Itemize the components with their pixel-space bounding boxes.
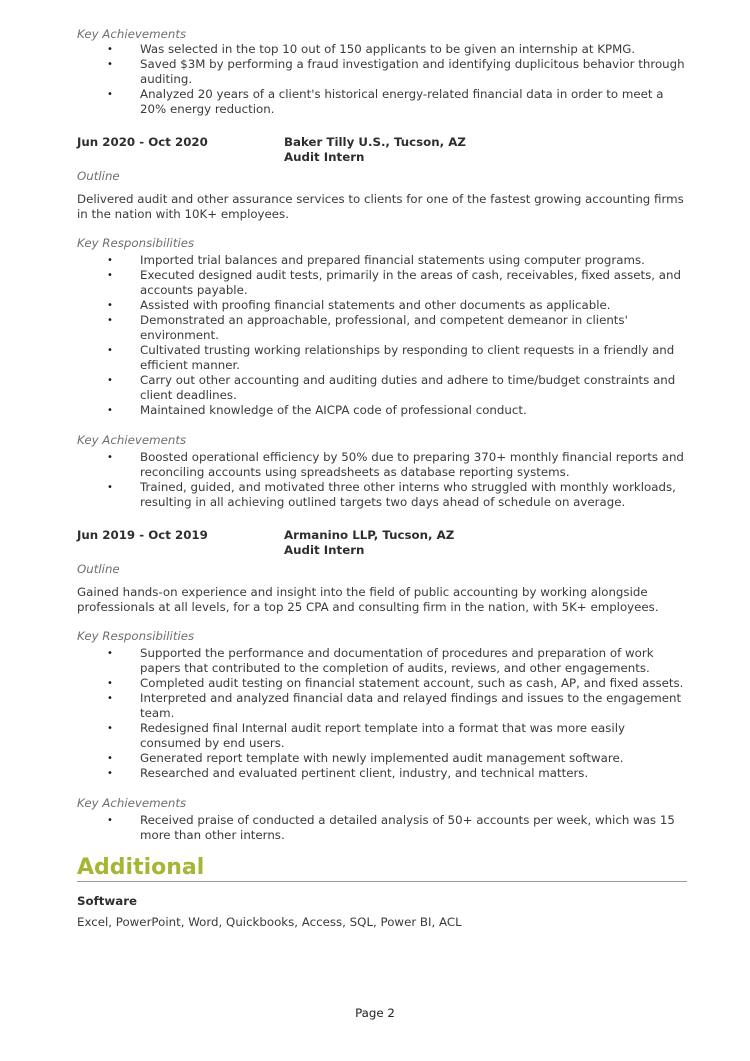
job-header-armanino bbox=[77, 528, 687, 558]
job-title: Audit Intern bbox=[284, 543, 365, 557]
responsibilities-heading: Key Responsibilities bbox=[77, 629, 195, 643]
resume-page-2 bbox=[77, 27, 687, 930]
list-item: • Analyzed 20 years of a client's historical energy-related financial data in order to meet a 20% energy reduction. bbox=[140, 87, 687, 117]
outline-heading: Outline bbox=[77, 169, 120, 183]
list-item: • Boosted operational efficiency by 50% due to preparing 370+ monthly financial reports and reconciling accounts using spreadsheets as database reporting systems. bbox=[140, 450, 687, 480]
kpmg-achievements-heading: Key Achievements bbox=[77, 27, 187, 41]
list-item: • Imported trial balances and prepared financial statements using computer programs. bbox=[140, 253, 687, 268]
outline-text: Gained hands-on experience and insight into the field of public accounting by working alongside professionals at all levels, for a top 25 CPA and consulting firm in the nation, with 5K+ employees. bbox=[77, 585, 659, 614]
list-item: • Executed designed audit tests, primarily in the areas of cash, receivables, fixed assets, and accounts payable. bbox=[140, 268, 687, 298]
armanino-responsibilities-list bbox=[77, 646, 687, 781]
job-header-baker bbox=[77, 135, 687, 165]
section-title-additional: Additional bbox=[77, 855, 205, 880]
list-item: • Maintained knowledge of the AICPA code of professional conduct. bbox=[140, 403, 687, 418]
list-item: • Received praise of conducted a detailed analysis of 50+ accounts per week, which was 15 more than other interns. bbox=[140, 813, 687, 843]
page-number: Page 2 bbox=[355, 1006, 395, 1020]
list-item: • Researched and evaluated pertinent client, industry, and technical matters. bbox=[140, 766, 687, 781]
list-item: • Supported the performance and documentation of procedures and preparation of work papers that contributed to the completion of audits, reviews, and other engagements. bbox=[140, 646, 687, 676]
armanino-achievements-list bbox=[77, 813, 687, 843]
list-item: • Was selected in the top 10 out of 150 applicants to be given an internship at KPMG. bbox=[140, 42, 687, 57]
achievements-heading: Key Achievements bbox=[77, 796, 187, 810]
list-item: • Carry out other accounting and auditing duties and adhere to time/budget constraints and client deadlines. bbox=[140, 373, 687, 403]
responsibilities-heading: Key Responsibilities bbox=[77, 236, 195, 250]
baker-responsibilities-list bbox=[77, 253, 687, 418]
list-item: • Demonstrated an approachable, professional, and competent demeanor in clients' environment. bbox=[140, 313, 687, 343]
job-title: Audit Intern bbox=[284, 150, 365, 164]
software-list: Excel, PowerPoint, Word, Quickbooks, Access, SQL, Power BI, ACL bbox=[77, 915, 462, 929]
list-item: • Cultivated trusting working relationships by responding to client requests in a friendly and efficient manner. bbox=[140, 343, 687, 373]
list-item: • Generated report template with newly implemented audit management software. bbox=[140, 751, 687, 766]
job-company: Armanino LLP, Tucson, AZ bbox=[284, 528, 455, 542]
list-item: • Saved $3M by performing a fraud investigation and identifying duplicitous behavior through auditing. bbox=[140, 57, 687, 87]
outline-heading: Outline bbox=[77, 562, 120, 576]
list-item: • Assisted with proofing financial statements and other documents as applicable. bbox=[140, 298, 687, 313]
list-item: • Completed audit testing on financial statement account, such as cash, AP, and fixed assets. bbox=[140, 676, 687, 691]
software-heading: Software bbox=[77, 894, 138, 908]
baker-achievements-list bbox=[77, 450, 687, 510]
job-dates: Jun 2020 - Oct 2020 bbox=[77, 135, 208, 149]
list-item: • Interpreted and analyzed financial data and relayed findings and issues to the engagement team. bbox=[140, 691, 687, 721]
list-item: • Redesigned final Internal audit report template into a format that was more easily consumed by end users. bbox=[140, 721, 687, 751]
job-dates: Jun 2019 - Oct 2019 bbox=[77, 528, 208, 542]
outline-text: Delivered audit and other assurance services to clients for one of the fastest growing accounting firms in the nation with 10K+ employees. bbox=[77, 192, 684, 221]
kpmg-achievements-list bbox=[77, 42, 687, 117]
list-item: • Trained, guided, and motivated three other interns who struggled with monthly workloads, resulting in all achieving outlined targets two days ahead of schedule on average. bbox=[140, 480, 687, 510]
achievements-heading: Key Achievements bbox=[77, 433, 187, 447]
job-company: Baker Tilly U.S., Tucson, AZ bbox=[284, 135, 466, 149]
